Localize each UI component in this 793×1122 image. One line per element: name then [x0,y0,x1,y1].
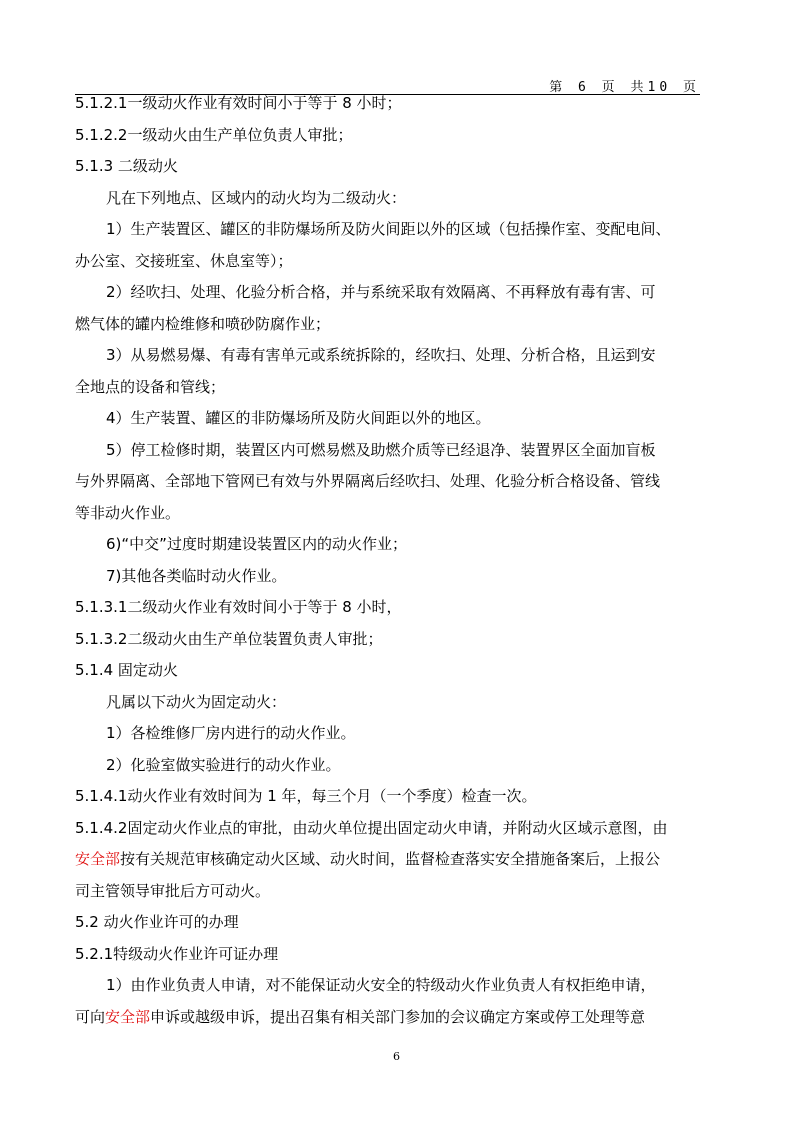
text-line: 全地点的设备和管线； [75,377,226,396]
highlighted-dept: 安全部 [75,850,121,868]
highlighted-dept: 安全部 [105,1007,151,1026]
list-item: 6)“中交”过度时期建设装置区内的动火作业； [106,535,407,553]
page-number: 6 [393,1050,400,1063]
document-body [75,88,701,1033]
text-line: 5.1.2.2一级动火由生产单位负责人审批； [75,125,353,144]
text-line: 与外界隔离、全部地下管网已有效与外界隔离后经吹扫、处理、化验分析合格设备、管线 [75,472,661,490]
text-line: 5.1.3.2二级动火由生产单位装置负责人审批； [75,629,383,648]
text-line: 5.1.4.1动火作业有效时间为 1 年，每三个月（一个季度）检查一次。 [75,787,537,805]
list-item: 3）从易燃易爆、有毒有害单元或系统拆除的，经吹扫、处理、分析合格，且运到安 [106,346,656,364]
page-info: 第 6 页 共10 页 [549,80,700,95]
list-item: 2）经吹扫、处理、化验分析合格，并与系统采取有效隔离、不再释放有毒有害、可 [106,283,656,301]
section-heading: 5.1.3 二级动火 [75,157,178,175]
list-item: 2）化验室做实验进行的动火作业。 [106,755,341,774]
section-heading: 5.2 动火作业许可的办理 [75,913,239,931]
text-line [75,1002,701,1034]
list-item: 5）停工检修时期，装置区内可燃易燃及助燃介质等已经退净、装置界区全面加盲板 [106,440,656,459]
list-item: 1）由作业负责人申请，对不能保证动火安全的特级动火作业负责人有权拒绝申请， [106,976,656,994]
list-item: 7)其他各类临时动火作业。 [106,566,287,585]
text-line: 5.1.3.1二级动火作业有效时间小于等于 8 小时， [75,598,402,616]
text-line: 办公室、交接班室、休息室等）； [75,251,293,270]
text-line: 凡在下列地点、区域内的动火均为二级动火： [106,188,407,207]
section-heading: 5.2.1特级动火作业许可证办理 [75,944,279,963]
text-line: 等非动火作业。 [75,503,181,522]
list-item: 1）生产装置区、罐区的非防爆场所及防火间距以外的区域（包括操作室、变配电间、 [106,220,671,238]
list-item: 4）生产装置、罐区的非防爆场所及防火间距以外的地区。 [106,409,491,427]
text-line [75,844,701,876]
list-item: 1）各检维修厂房内进行的动火作业。 [106,724,356,742]
section-heading: 5.1.4 固定动火 [75,661,178,679]
text-span: 按有关规范审核确定动火区域、动火时间，监督检查落实安全措施备案后，上报公 [120,850,661,868]
text-span: 可向 [75,1007,106,1026]
text-line: 5.1.4.2固定动火作业点的审批，由动火单位提出固定动火申请，并附动火区域示意图，由 [75,818,668,837]
text-line: 司主管领导审批后方可动火。 [75,881,271,900]
text-line: 5.1.2.1一级动火作业有效时间小于等于 8 小时； [75,94,402,112]
text-line: 燃气体的罐内检维修和喷砂防腐作业； [75,314,331,333]
text-line: 凡属以下动火为固定动火： [106,692,287,711]
text-span: 申诉或越级申诉，提出召集有相关部门参加的会议确定方案或停工处理等意 [150,1007,646,1026]
